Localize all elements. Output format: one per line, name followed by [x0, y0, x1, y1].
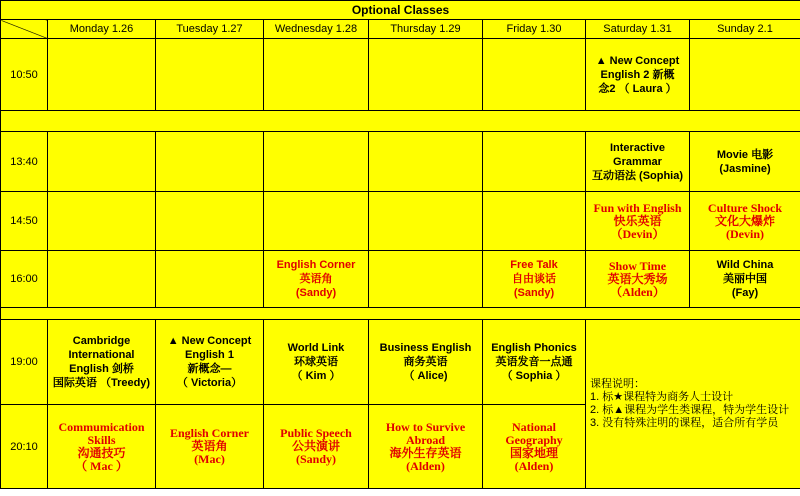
class-line: Free Talk: [510, 259, 558, 271]
class-line: 念2 （ Laura ）: [598, 82, 677, 95]
class-business-english: [372, 341, 479, 383]
class-line: Cambridge: [72, 335, 131, 347]
row-1450: [1, 192, 800, 251]
day-header-wednesday: Wednesday 1.28: [264, 20, 369, 39]
class-line: 商务英语: [403, 356, 448, 368]
class-cell: [586, 132, 690, 192]
class-line: National: [511, 419, 556, 434]
class-line: (Sandy): [295, 452, 336, 466]
class-cell: [586, 39, 690, 111]
class-communication-skills: [51, 421, 152, 473]
empty-cell: [48, 192, 156, 251]
class-line: 沟通技巧: [77, 445, 126, 460]
class-line: 国家地理: [509, 445, 558, 460]
class-line: Show Time: [608, 258, 667, 273]
title-row: [1, 1, 800, 20]
class-line: （Devin）: [610, 226, 665, 241]
day-header-monday: Monday 1.26: [48, 20, 156, 39]
class-line: 英语大秀场: [607, 271, 668, 286]
class-new-concept-1: [159, 334, 260, 390]
class-line: Movie 电影: [716, 148, 774, 161]
empty-cell: [369, 132, 483, 192]
class-show-time: [589, 260, 686, 299]
spacer-row: [1, 308, 800, 320]
class-line: (Sandy): [295, 287, 337, 299]
class-line: 海外生存英语: [389, 445, 462, 460]
class-line: 互动语法 (Sophia): [591, 169, 684, 182]
empty-cell: [483, 192, 586, 251]
corner-diagonal-cell: [1, 20, 48, 39]
class-free-talk: [486, 258, 582, 300]
class-english-corner: [267, 258, 365, 300]
class-line: （Alden）: [610, 284, 665, 299]
class-line: (Fay): [731, 287, 759, 299]
class-cell: [690, 132, 800, 192]
class-cambridge-english: [51, 334, 152, 390]
day-header-thursday: Thursday 1.29: [369, 20, 483, 39]
class-line: English Corner: [169, 426, 249, 440]
empty-cell: [483, 132, 586, 192]
class-line: 自由谈话: [512, 273, 556, 285]
row-1340: [1, 132, 800, 192]
class-cell: [264, 320, 369, 405]
class-line: (Devin): [726, 226, 764, 241]
class-cell: [586, 251, 690, 308]
class-line: English 1: [185, 349, 234, 361]
class-cell: [690, 251, 800, 308]
class-cell: [690, 192, 800, 251]
time-label: 13:40: [1, 132, 48, 192]
class-cell: [264, 405, 369, 489]
time-label: 20:10: [1, 405, 48, 489]
class-line: 新概念—: [187, 363, 232, 375]
empty-cell: [690, 39, 800, 111]
class-fun-with-english: [589, 202, 686, 241]
day-header-sunday: Sunday 2.1: [690, 20, 800, 39]
class-line: Interactive: [609, 141, 666, 154]
class-line: How to Survive: [385, 419, 466, 434]
empty-cell: [264, 39, 369, 111]
class-line: (Mac): [194, 452, 225, 466]
class-line: 国际英语 （Treedy): [52, 377, 151, 389]
class-line: (Alden): [406, 458, 445, 473]
class-line: Public Speech: [280, 426, 352, 440]
class-line: English Phonics: [491, 342, 577, 354]
class-culture-shock: [693, 202, 797, 241]
spacer-row: [1, 111, 800, 132]
class-cell: [156, 320, 264, 405]
time-label: 14:50: [1, 192, 48, 251]
class-line: 英语发音一点通: [495, 356, 573, 368]
class-line: （ Sophia ）: [501, 370, 567, 382]
class-public-speech: [267, 427, 365, 466]
class-cell: [264, 251, 369, 308]
class-new-concept-2: [589, 54, 686, 96]
class-line: 快乐英语: [613, 213, 662, 228]
class-cell: [48, 320, 156, 405]
empty-cell: [48, 251, 156, 308]
empty-cell: [369, 39, 483, 111]
course-notes: [586, 320, 800, 489]
class-cell: [483, 320, 586, 405]
schedule-title: Optional Classes: [1, 1, 800, 20]
day-header-saturday: Saturday 1.31: [586, 20, 690, 39]
time-label: 16:00: [1, 251, 48, 308]
class-line: 公共演讲: [291, 439, 340, 453]
empty-cell: [156, 192, 264, 251]
class-english-phonics: [486, 341, 582, 383]
empty-cell: [48, 39, 156, 111]
notes-heading: 课程说明：: [590, 378, 645, 390]
class-line: Business English: [379, 342, 472, 354]
class-line: Grammar: [613, 155, 662, 168]
day-header-friday: Friday 1.30: [483, 20, 586, 39]
class-line: Culture Shock: [707, 200, 783, 215]
class-how-to-survive-abroad: [372, 421, 479, 473]
class-line: (Jasmine): [719, 162, 771, 175]
class-line: Wild China: [716, 259, 774, 271]
class-line: Fun with English: [593, 200, 682, 215]
class-line: ▲ New Concept: [595, 54, 680, 67]
class-cell: [369, 405, 483, 489]
row-1050: [1, 39, 800, 111]
notes-line: 1. 标★课程特为商务人士设计: [590, 391, 734, 403]
class-cell: [483, 251, 586, 308]
day-header-row: [1, 20, 800, 39]
empty-cell: [369, 192, 483, 251]
row-1900: [1, 320, 800, 405]
empty-cell: [264, 132, 369, 192]
class-movie: [693, 148, 797, 176]
empty-cell: [156, 251, 264, 308]
empty-cell: [369, 251, 483, 308]
empty-cell: [156, 39, 264, 111]
class-line: （ Kim ）: [291, 370, 341, 382]
row-1600: [1, 251, 800, 308]
class-line: English 2 新概: [600, 68, 675, 81]
class-cell: [48, 405, 156, 489]
class-line: English Corner: [276, 259, 356, 271]
class-cell: [483, 405, 586, 489]
class-line: 环球英语: [294, 356, 338, 368]
empty-cell: [264, 192, 369, 251]
class-interactive-grammar: [589, 141, 686, 183]
class-line: （ Victoria）: [176, 377, 243, 389]
empty-cell: [156, 132, 264, 192]
notes-line: 2. 标▲课程为学生类课程，特为学生设计: [590, 404, 790, 416]
class-wild-china: [693, 258, 797, 300]
class-national-geography: [486, 421, 582, 473]
notes-line: 3. 没有特殊注明的课程，适合所有学员: [590, 417, 779, 429]
class-line: ▲ New Concept: [167, 335, 252, 347]
class-line: 英语角: [191, 439, 228, 453]
class-line: (Alden): [514, 458, 554, 473]
class-line: Abroad: [405, 432, 446, 447]
class-cell: [369, 320, 483, 405]
class-line: Commumication: [58, 419, 145, 434]
class-line: World Link: [287, 342, 345, 354]
spacer-cell: [1, 308, 800, 320]
time-label: 19:00: [1, 320, 48, 405]
time-label: 10:50: [1, 39, 48, 111]
class-line: 美丽中国: [723, 273, 767, 285]
spacer-cell: [1, 111, 800, 132]
class-line: （ Mac ）: [75, 458, 128, 473]
day-header-tuesday: Tuesday 1.27: [156, 20, 264, 39]
class-cell: [156, 405, 264, 489]
class-english-corner: [159, 427, 260, 466]
class-line: Skills: [87, 432, 116, 447]
class-line: (Sandy): [513, 287, 555, 299]
class-line: English 剑桥: [69, 363, 134, 375]
empty-cell: [48, 132, 156, 192]
class-line: 英语角: [299, 273, 333, 285]
class-line: Geography: [505, 432, 563, 447]
class-cell: [586, 192, 690, 251]
class-line: 文化大爆炸: [714, 213, 775, 228]
class-line: International: [68, 349, 135, 361]
empty-cell: [483, 39, 586, 111]
class-world-link: [267, 341, 365, 383]
class-line: （ Alice): [403, 370, 448, 382]
